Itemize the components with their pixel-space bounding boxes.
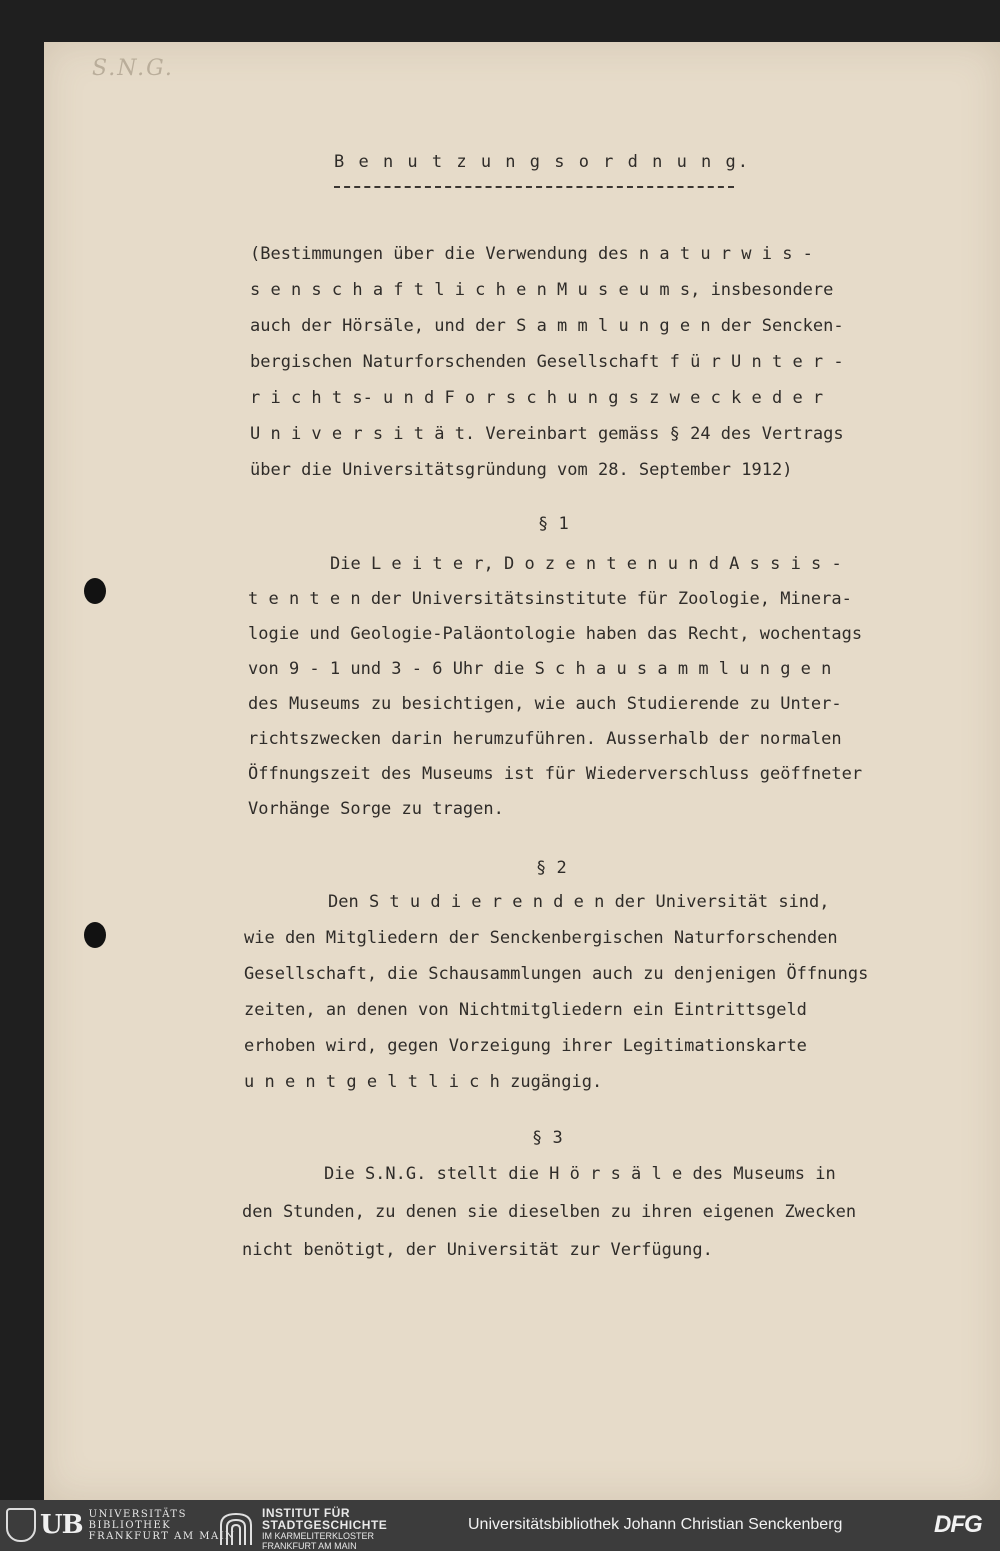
section-line: u n e n t g e l t l i c h zugängig. (244, 1072, 603, 1092)
preamble-line: (Bestimmungen über die Verwendung des n a t u r w i s - (250, 244, 813, 264)
section-line: zeiten, an denen von Nichtmitgliedern ein Eintrittsgeld (244, 1000, 807, 1020)
title-underline (334, 186, 734, 188)
arch-icon (218, 1511, 254, 1547)
ub-emblem-icon (6, 1508, 36, 1542)
section-line: Öffnungszeit des Museums ist für Wiederverschluss geöffneter (248, 764, 863, 784)
isg-line: IM KARMELITERKLOSTER (262, 1531, 375, 1541)
section-line: Die S.N.G. stellt die H ö r s ä l e des Museums in (324, 1164, 836, 1184)
ub-line: FRANKFURT AM MAIN (88, 1530, 236, 1542)
section-line: richtszwecken darin herumzuführen. Ausserhalb der normalen (248, 729, 842, 749)
section-line: nicht benötigt, der Universität zur Verfügung. (242, 1240, 713, 1260)
preamble-line: bergischen Naturforschenden Gesellschaft f ü r U n t e r - (250, 352, 844, 372)
section-mark-1: § 1 (538, 514, 569, 534)
section-line: den Stunden, zu denen sie dieselben zu ihren eigenen Zwecken (242, 1202, 857, 1222)
document-title: B e n u t z u n g s o r d n u n g. (334, 152, 750, 172)
section-line: Vorhänge Sorge zu tragen. (248, 799, 504, 819)
section-mark-3: § 3 (532, 1128, 563, 1148)
section-line: logie und Geologie-Paläontologie haben das Recht, wochentags (248, 624, 863, 644)
section-line: Die L e i t e r, D o z e n t e n u n d A s s i s - (330, 554, 842, 574)
preamble-line: auch der Hörsäle, und der S a m m l u n g e n der Sencken- (250, 316, 844, 336)
preamble-line: r i c h t s- u n d F o r s c h u n g s z w e c k e d e r (250, 388, 824, 408)
title-block (334, 152, 750, 188)
section-mark-2: § 2 (536, 858, 567, 878)
isg-line: INSTITUT FÜR (262, 1506, 350, 1520)
footer-library-name: Universitätsbibliothek Johann Christian Senckenberg (468, 1516, 843, 1533)
isg-line: STADTGESCHICHTE (262, 1518, 388, 1532)
preamble-line: U n i v e r s i t ä t. Vereinbart gemäss § 24 des Vertrags (250, 424, 844, 444)
punch-hole (84, 578, 106, 604)
section-line: Gesellschaft, die Schausammlungen auch zu denjenigen Öffnungs (244, 964, 869, 984)
ub-logo[interactable] (6, 1508, 235, 1542)
ub-mark: UB (40, 1510, 83, 1540)
footer-bar (0, 1500, 1000, 1550)
ub-line: BIBLIOTHEK (88, 1519, 172, 1531)
preamble-line: s e n s c h a f t l i c h e n M u s e u m s, insbesondere (250, 280, 834, 300)
pencil-annotation: S.N.G. (92, 56, 174, 81)
preamble-line: über die Universitätsgründung vom 28. September 1912) (250, 460, 793, 480)
punch-hole (84, 922, 106, 948)
dfg-logo[interactable]: DFG (934, 1511, 982, 1538)
ub-line: UNIVERSITÄTS (88, 1508, 187, 1520)
section-line: Den S t u d i e r e n d e n der Universität sind, (328, 892, 830, 912)
section-line: des Museums zu besichtigen, wie auch Studierende zu Unter- (248, 694, 842, 714)
isg-text (262, 1507, 387, 1551)
section-line: erhoben wird, gegen Vorzeigung ihrer Legitimationskarte (244, 1036, 807, 1056)
isg-line: FRANKFURT AM MAIN (262, 1541, 357, 1551)
ub-text (89, 1509, 236, 1542)
section-line: t e n t e n der Universitätsinstitute für Zoologie, Minera- (248, 589, 852, 609)
section-line: von 9 - 1 und 3 - 6 Uhr die S c h a u s a m m l u n g e n (248, 659, 832, 679)
section-line: wie den Mitgliedern der Senckenbergischen Naturforschenden (244, 928, 838, 948)
isg-logo[interactable] (218, 1507, 387, 1551)
